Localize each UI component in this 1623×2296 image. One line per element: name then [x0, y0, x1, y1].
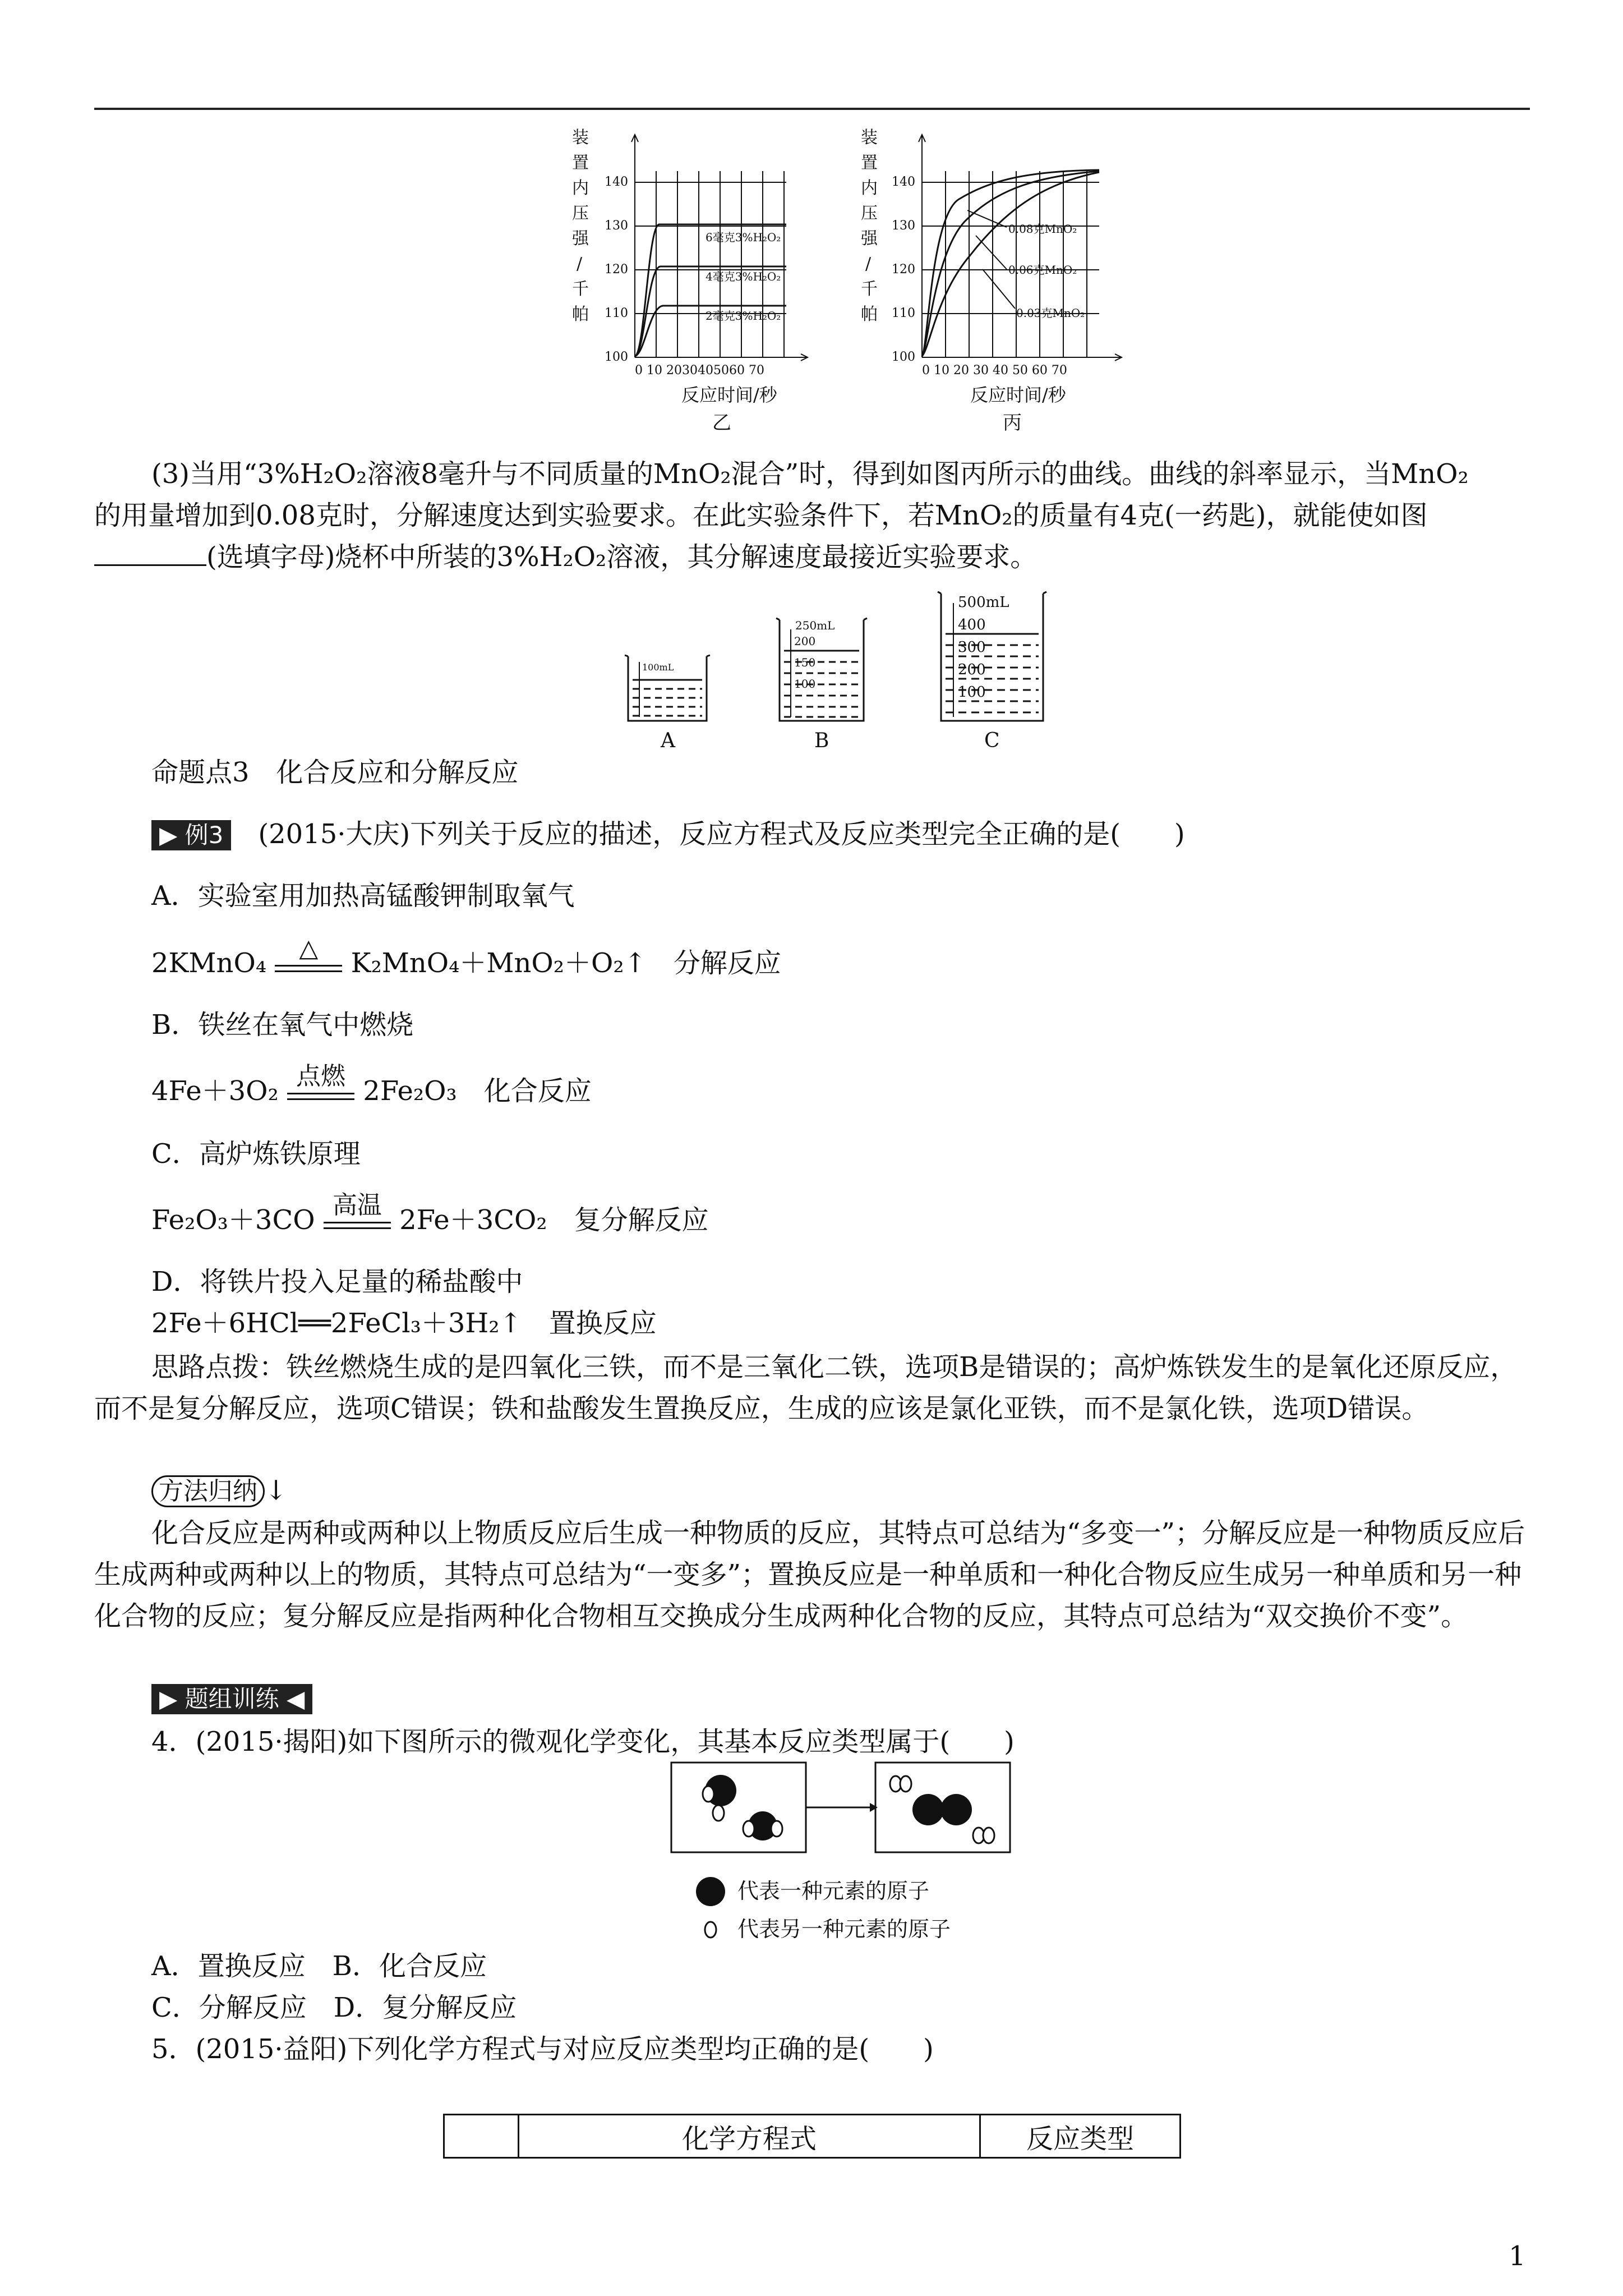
svg-text:装: 装 [861, 128, 878, 148]
example3-stem: ▶ 例3 (2015·大庆)下列关于反应的描述，反应方程式及反应类型完全正确的是( ) [151, 813, 1185, 855]
svg-text:100mL: 100mL [642, 662, 674, 673]
yi-caption: 乙 [712, 412, 731, 434]
yi-curve-label: 4毫克3%H₂O₂ [706, 270, 781, 283]
q4-options-2: C．分解反应 D．复分解反应 [151, 1992, 517, 2023]
yi-ylabel-7: 千 [572, 279, 589, 299]
svg-text:100: 100 [794, 677, 816, 691]
yi-ylabel-4: 压 [572, 204, 589, 223]
svg-text:100: 100 [958, 684, 986, 701]
q4-options-1: A．置换反应 B．化合反应 [151, 1950, 487, 1982]
yi-curve-label: 6毫克3%H₂O₂ [706, 231, 781, 244]
yi-ylabel-1: 装 [572, 128, 589, 148]
svg-text:500mL: 500mL [958, 594, 1009, 611]
q4-stem: 4．(2015·揭阳)如下图所示的微观化学变化，其基本反应类型属于( ) [151, 1726, 1015, 1757]
yi-ytick: 140 [605, 175, 628, 189]
method-tag: 方法归纳 ↓ [151, 1470, 287, 1512]
page-number: 1 [1509, 2240, 1526, 2272]
svg-text:0 10 20 30 40 50 60 70: 0 10 20 30 40 50 60 70 [922, 364, 1067, 378]
svg-text:强: 强 [861, 229, 878, 249]
yi-ytick: 110 [605, 306, 628, 320]
beakers-figure [617, 589, 1054, 752]
svg-text:置: 置 [861, 153, 878, 173]
option-b: B．铁丝在氧气中燃烧 [151, 1009, 414, 1041]
top-rule [94, 108, 1530, 110]
svg-text:110: 110 [892, 306, 915, 320]
svg-text:帕: 帕 [861, 305, 878, 324]
svg-text:0.06克MnO₂: 0.06克MnO₂ [1008, 263, 1077, 277]
svg-text:200: 200 [794, 634, 816, 648]
svg-text:300: 300 [958, 639, 986, 656]
yi-xticks: 0 10 2030405060 70 [635, 364, 764, 378]
option-c: C．高炉炼铁原理 [151, 1138, 361, 1170]
beaker-c-label: C [984, 729, 1000, 752]
svg-text:/: / [865, 254, 872, 274]
option-d: D．将铁片投入足量的稀盐酸中 [151, 1266, 523, 1297]
beaker-b [780, 620, 864, 721]
beaker-a-label: A [661, 729, 675, 752]
svg-text:丙: 丙 [1003, 412, 1022, 434]
svg-text:130: 130 [892, 219, 915, 233]
atom-black-icon [696, 1877, 725, 1906]
q4-molecule-diagram [670, 1761, 1074, 1947]
yi-ylabel-5: 强 [572, 229, 589, 249]
yi-ytick: 100 [605, 350, 628, 364]
option-a: A．实验室用加热高锰酸钾制取氧气 [151, 880, 575, 912]
svg-text:反应时间/秒: 反应时间/秒 [970, 384, 1066, 406]
table-cell: 反应类型 [980, 2115, 1181, 2158]
section-title: 命题点3 化合反应和分解反应 [151, 757, 519, 788]
svg-text:120: 120 [892, 263, 915, 277]
equation-a: 2KMnO₄ △ K₂MnO₄＋MnO₂＋O₂↑ 分解反应 [151, 934, 781, 979]
svg-text:100: 100 [892, 350, 915, 364]
equation-d: 2Fe＋6HCl══2FeCl₃＋3H₂↑ 置换反应 [151, 1308, 657, 1339]
table-row [444, 2115, 1181, 2158]
q3-line-2: 的用量增加到0.08克时，分解速度达到实验要求。在此实验条件下，若MnO₂的质量有4克(一药匙)，就能使如图 [94, 500, 1428, 531]
svg-text:代表另一种元素的原子: 代表另一种元素的原子 [737, 1917, 951, 1941]
atom-white-icon [705, 1922, 716, 1938]
yi-ylabel-6: / [577, 254, 583, 274]
svg-text:0.03克MnO₂: 0.03克MnO₂ [1016, 306, 1085, 320]
svg-text:200: 200 [958, 661, 986, 678]
svg-text:代表一种元素的原子: 代表一种元素的原子 [737, 1879, 930, 1903]
beaker-b-label: B [814, 729, 829, 752]
svg-text:250mL: 250mL [795, 619, 835, 632]
svg-text:内: 内 [861, 178, 878, 198]
table-cell: 化学方程式 [519, 2115, 980, 2158]
yi-ytick: 120 [605, 263, 628, 277]
answer-blank[interactable] [94, 540, 206, 566]
yi-curve-6 [635, 224, 786, 356]
yi-xlabel: 反应时间/秒 [681, 384, 777, 406]
table-cell [444, 2115, 519, 2158]
yi-curve-label: 2毫克3%H₂O₂ [706, 309, 781, 323]
analysis: 思路点拨：铁丝燃烧生成的是四氧化三铁，而不是三氧化二铁，选项B是错误的；高炉炼铁发生的是氧化还原反应，而不是复分解反应，选项C错误；铁和盐酸发生置换反应，生成的应该是氯化亚铁，而不是氯化铁，选项D错误。 [94, 1351, 1518, 1424]
chart-bing [852, 126, 1133, 438]
chart-yi [561, 126, 819, 438]
yi-ylabel-8: 帕 [572, 305, 589, 324]
equation-c: Fe₂O₃＋3CO 高温 2Fe＋3CO₂ 复分解反应 [151, 1191, 709, 1236]
yi-ytick: 130 [605, 219, 628, 233]
q5-table [443, 2114, 1181, 2159]
training-tag: ▶ 题组训练 ◀ [151, 1677, 312, 1719]
svg-text:0.08克MnO₂: 0.08克MnO₂ [1008, 222, 1077, 236]
method-text: 化合反应是两种或两种以上物质反应后生成一种物质的反应，其特点可总结为“多变一”；分解反应是一种物质反应后生成两种或两种以上的物质，其特点可总结为“一变多”；置换反应是一种单质和一种化合物反应生成另一种单质和另一种化合物的反应；复分解反应是指两种化合物相互交换成分生成两种化合物的反应，其特点可总结为“双交换价不变”。 [94, 1517, 1525, 1632]
svg-text:150: 150 [794, 656, 816, 669]
svg-text:压: 压 [861, 204, 878, 223]
svg-text:千: 千 [861, 279, 878, 299]
yi-ylabel-2: 置 [572, 153, 589, 173]
svg-text:140: 140 [892, 175, 915, 189]
equation-b: 4Fe＋3O₂ 点燃 2Fe₂O₃ 化合反应 [151, 1062, 592, 1107]
example-tag: ▶ 例3 [151, 820, 231, 850]
svg-text:400: 400 [958, 616, 986, 633]
yi-ylabel-3: 内 [572, 178, 589, 198]
q3-line-1: (3)当用“3%H₂O₂溶液8毫升与不同质量的MnO₂混合”时，得到如图丙所示的曲线。曲线的斜率显示，当MnO₂ [151, 458, 1469, 490]
q3-line-3: (选填字母)烧杯中所装的3%H₂O₂溶液，其分解速度最接近实验要求。 [94, 536, 1037, 578]
q5-stem: 5．(2015·益阳)下列化学方程式与对应反应类型均正确的是( ) [151, 2033, 934, 2065]
